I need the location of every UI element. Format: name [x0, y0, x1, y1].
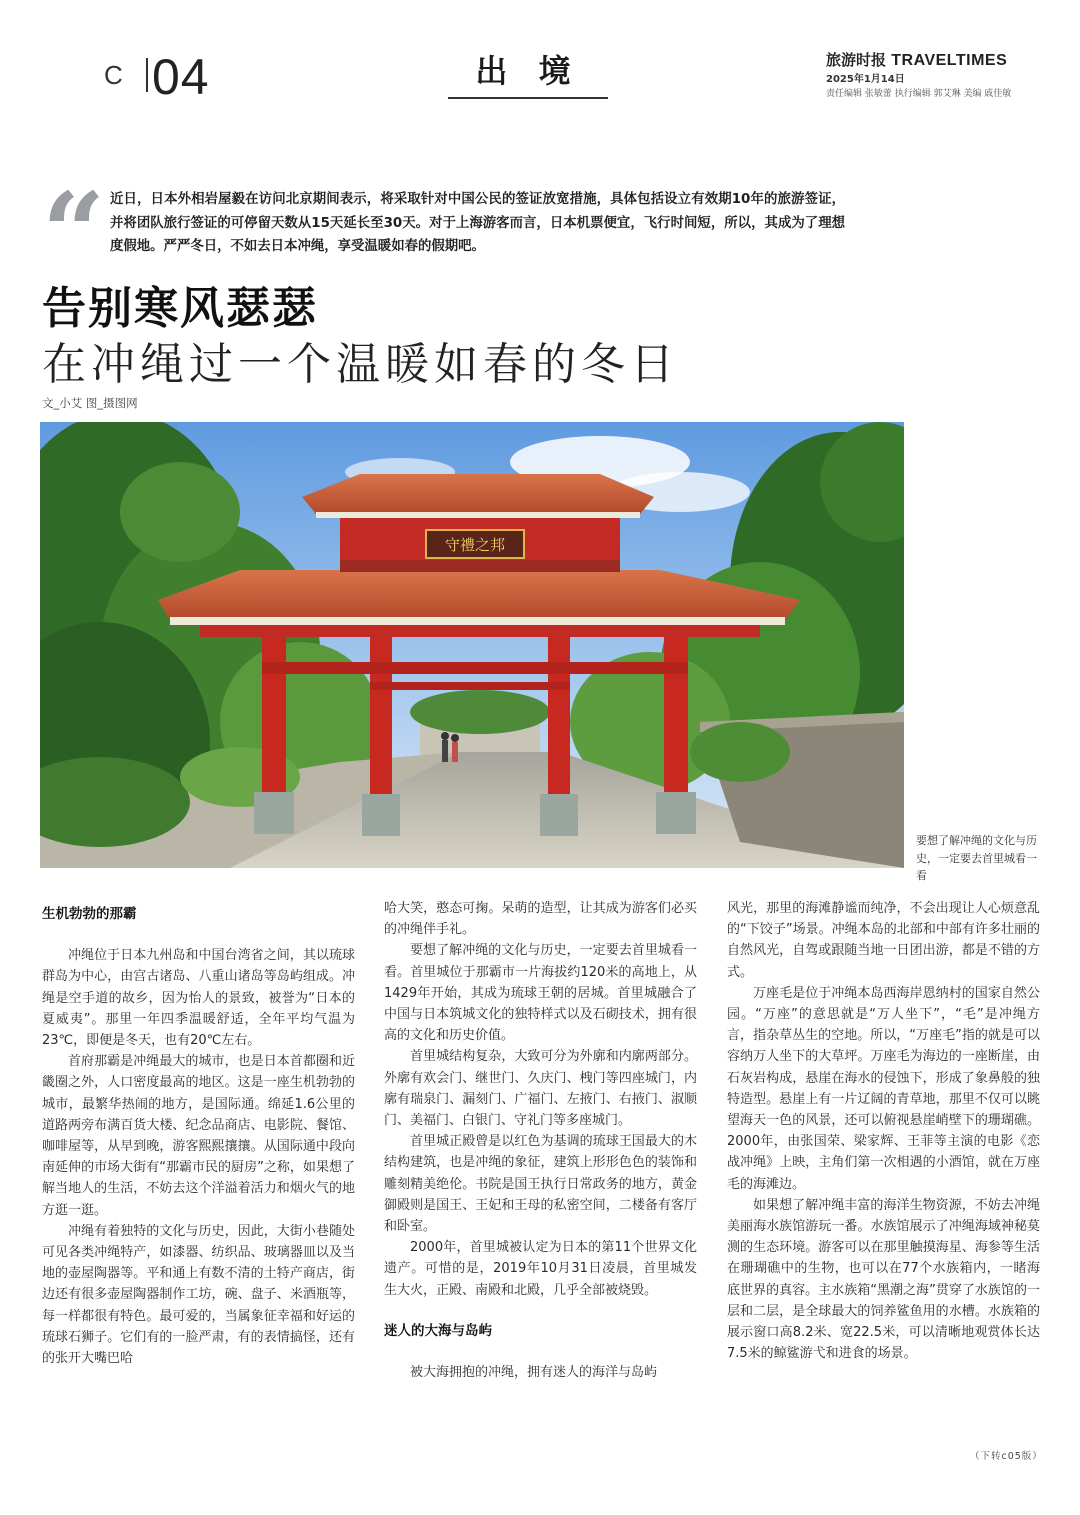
lead-paragraph: 近日，日本外相岩屋毅在访问北京期间表示，将采取针对中国公民的签证放宽措施，具体包括设立有效期10年的旅游签证，并将团队旅行签证的可停留天数从15天延长至30天。对于上海游客而言，日本机票便宜，飞行时间短，所以，其成为了理想度假地。严严冬日，不如去日本冲绳，享受温暖如春的假期吧。 [110, 192, 845, 254]
paragraph: 冲绳位于日本九州岛和中国台湾省之间，其以琉球群岛为中心，由宫古诸岛、八重山诸岛等岛屿组成。冲绳是空手道的故乡，因为怡人的景致，被誉为“日本的夏威夷”。那里一年四季温暖舒适，全年平均气温为23℃，即便是冬天，也有20℃左右。 [42, 948, 355, 1049]
subheading-naha: 生机勃勃的那霸 [42, 906, 137, 922]
paragraph: 哈大笑，憨态可掬。呆萌的造型，让其成为游客们必买的冲绳伴手礼。 [384, 901, 697, 938]
section-code: C [104, 60, 125, 90]
byline: 文_小艾 图_摄图网 [42, 396, 138, 410]
paragraph: 被大海拥抱的冲绳，拥有迷人的海洋与岛屿 [410, 1365, 658, 1381]
gate-plaque-text: 守禮之邦 [444, 536, 506, 554]
paragraph: 风光，那里的海滩静谧而纯净，不会出现让人心烦意乱的“下饺子”场景。冲绳本岛的北部和中部有许多壮丽的自然风光，自驾或跟随当地一日团出游，都是不错的方式。 [727, 901, 1040, 980]
subheadline: 在冲绳过一个温暖如春的冬日 [42, 339, 679, 390]
section-underline [448, 97, 608, 99]
body-column-3 [727, 898, 1040, 1364]
paragraph: 首里城结构复杂，大致可分为外廓和内廓两部分。外廓有欢会门、继世门、久庆门、栧门等四座城门，内廓有瑞泉门、漏刻门、广福门、左掖门、右掖门、淑顺门、美福门、白银门、守礼门等多座城门。 [384, 1049, 697, 1129]
photo-caption: 要想了解冲绳的文化与历史，一定要去首里城看一看 [916, 834, 1037, 882]
shurijo-gate-photo [40, 422, 904, 868]
paragraph: 首府那霸是冲绳最大的城市，也是日本首都圈和近畿圈之外，人口密度最高的地区。这是一座生机勃勃的城市，最繁华热闹的地方，是国际通。绵延1.6公里的道路两旁布满百货大楼、纪念品商店、电影院、餐馆、咖啡屋等，从早到晚，游客熙熙攘攘。从国际通中段向南延伸的市场大街有“那霸市民的厨房”之称，如果想了解当地人的生活，不妨去这个洋溢着活力和烟火气的地方逛一逛。 [42, 1054, 355, 1218]
body-column-2 [384, 898, 697, 1383]
editor-credits: 责任编辑 张敏蕾 执行编辑 郭艾琳 美编 戚佳敏 [826, 89, 1012, 99]
issue-date: 2025年1月14日 [826, 74, 905, 85]
body-column-1 [42, 898, 355, 1369]
paragraph: 如果想了解冲绳丰富的海洋生物资源，不妨去冲绳美丽海水族馆游玩一番。水族馆展示了冲绳海域神秘莫测的生态环境。游客可以在那里触摸海星、海参等生活在珊瑚礁中的生物，也可以在77个水族箱内，一睹海底世界的真容。主水族箱“黑潮之海”贯穿了水族馆的一层和二层，是全球最大的饲养鲨鱼用的水槽。水族箱的展示窗口高8.2米、宽22.5米，可以清晰地观赏体长达7.5米的鲸鲨游弋和进食的场景。 [727, 1197, 1040, 1362]
newspaper-masthead [826, 49, 1007, 70]
section-title: 出 境 [475, 52, 581, 90]
page-number: 04 [152, 49, 210, 105]
paragraph: 2000年，首里城被认定为日本的第11个世界文化遗产。可惜的是，2019年10月31日凌晨，首里城发生大火，正殿、南殿和北殿，几乎全部被烧毁。 [384, 1240, 697, 1298]
photo-illustration [40, 422, 904, 868]
paragraph: 万座毛是位于冲绳本岛西海岸恩纳村的国家自然公园。“万座”的意思就是“万人坐下”，“毛”是冲绳方言，指杂草丛生的空地。所以，“万座毛”指的就是可以容纳万人坐下的大草坪。万座毛为海边的一座断崖，由石灰岩构成，悬崖在海水的侵蚀下，形成了象鼻般的独特造型。悬崖上有一片辽阔的青草地，那里不仅可以眺望海天一色的风景，还可以俯视悬崖峭壁下的珊瑚礁。2000年，由张国荣、梁家辉、王菲等主演的电影《恋战冲绳》上映，主角们第一次相遇的小酒馆，就在万座毛的海滩边。 [727, 985, 1040, 1192]
continued-note: （下转c05版） [970, 1451, 1043, 1462]
header-divider [146, 58, 148, 92]
paragraph: 要想了解冲绳的文化与历史，一定要去首里城看一看。首里城位于那霸市一片海拔约120米的高地上，从1429年开始，其成为琉球王朝的居城。首里城融合了中国与日本筑城文化的独特样式以及石砌技术，拥有很高的文化和历史价值。 [384, 943, 697, 1044]
masthead-en: TRAVELTIMES [891, 52, 1008, 69]
paragraph: 冲绳有着独特的文化与历史，因此，大街小巷随处可见各类冲绳特产，如漆器、纺织品、玻璃器皿以及当地的壶屋陶器等。平和通上有数不清的土特产商店，街边还有很多壶屋陶器制作工坊，碗、盘子、米酒瓶等，每一样都很有特色。最可爱的，当属象征幸福和好运的琉球石狮子。它们有的一脸严肃，有的表情搞怪，还有的张开大嘴巴哈 [42, 1223, 355, 1367]
quote-icon: “ [42, 168, 106, 297]
headline: 告别寒风瑟瑟 [42, 283, 318, 334]
subheading-sea-islands: 迷人的大海与岛屿 [384, 1322, 492, 1339]
masthead-cn: 旅游时报 [826, 51, 887, 69]
paragraph: 首里城正殿曾是以红色为基调的琉球王国最大的木结构建筑，也是冲绳的象征，建筑上形形色色的装饰和雕刻精美绝伦。书院是国王执行日常政务的地方，黄金御殿则是国王、王妃和王母的私密空间，二楼备有客厅和卧室。 [384, 1134, 697, 1235]
